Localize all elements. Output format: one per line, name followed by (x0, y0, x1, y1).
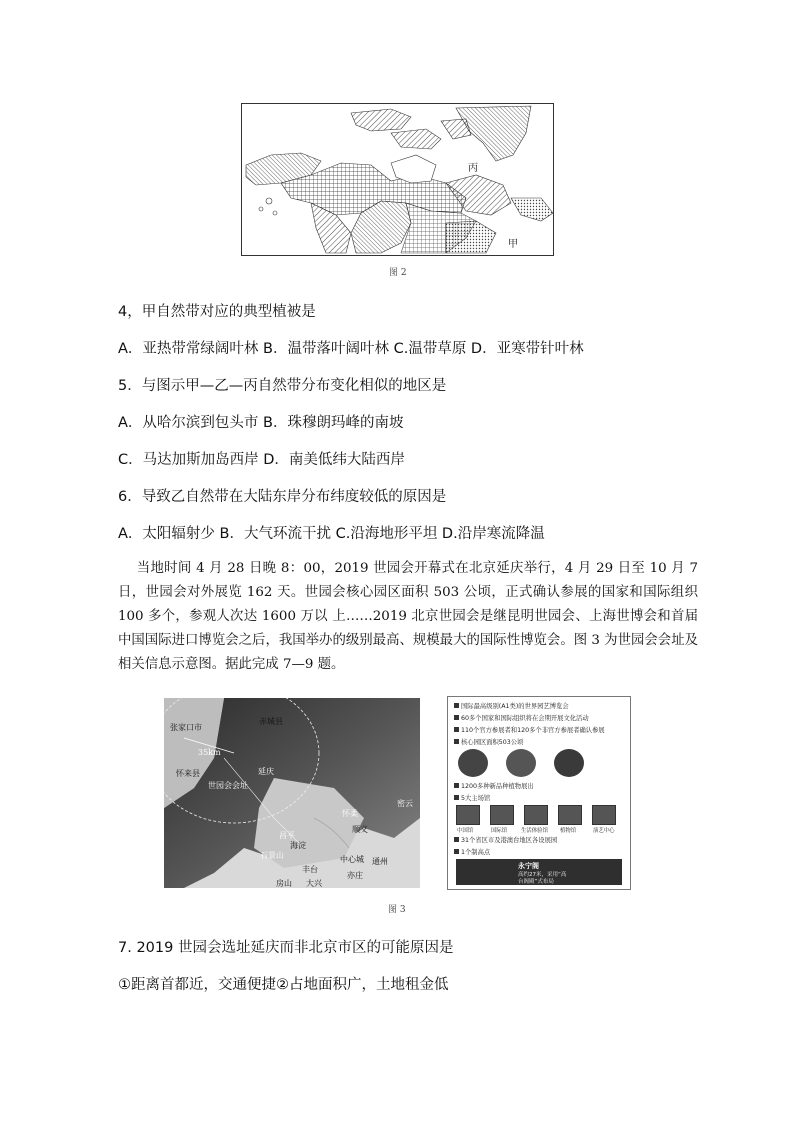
label-chicheng: 赤城县 (259, 717, 283, 726)
label-tongzhou: 通州 (372, 857, 388, 866)
label-shunyi: 顺义 (352, 825, 368, 834)
label-daxing: 大兴 (306, 879, 322, 888)
q4-options: A．亚热带常绿阔叶林 B．温带落叶阔叶林 C.温带草原 D．亚寒带针叶林 (118, 341, 584, 357)
label-zhangjiakou: 张家口市 (170, 723, 202, 732)
figure-3-caption: 图 3 (388, 905, 406, 915)
info-row-5: 1200多种新品种植物展出 (454, 781, 534, 790)
label-huairou: 怀柔 (342, 809, 358, 818)
zone-label-jia: 甲 (508, 239, 518, 250)
hall-photo-plant (558, 805, 582, 825)
label-shiyuanhui: 世园会会址 (208, 781, 248, 790)
bullet-icon (454, 783, 459, 788)
natural-zone-map (241, 103, 554, 256)
info-row-2: 60多个国家和国际组织将在会期开展文化活动 (454, 713, 589, 722)
tower-desc-2: 台阁殿”式布局 (518, 879, 554, 885)
label-huailai: 怀来县 (176, 769, 200, 778)
figure-2-map (241, 103, 554, 256)
hall-label: 生活体验馆 (521, 828, 548, 834)
label-fengtai: 丰台 (302, 865, 318, 874)
q5-options-1: A．从哈尔滨到包头市 B．珠穆朗玛峰的南坡 (118, 415, 404, 431)
figure-2-caption: 图 2 (389, 268, 407, 278)
hall-label: 中国馆 (457, 828, 474, 834)
q5-stem: 5．与图示甲—乙—丙自然带分布变化相似的地区是 (118, 378, 447, 394)
label-fangshan: 房山 (276, 879, 292, 888)
q7-options: ①距离首都近，交通便捷②占地面积广，土地租金低 (118, 977, 449, 993)
label-zhongxin: 中心城 (340, 855, 364, 864)
q5-options-2: C．马达加斯加岛西岸 D．南美低纬大陆西岸 (118, 452, 405, 468)
info-row-1: 国际最高级别(A1类)的世界园艺博览会 (454, 701, 569, 710)
flower-photo-2 (506, 749, 536, 777)
q7-stem: 7. 2019 世园会选址延庆而非北京市区的可能原因是 (118, 940, 454, 956)
q6-stem: 6．导致乙自然带在大陆东岸分布纬度较低的原因是 (118, 489, 447, 505)
label-yanqing: 延庆 (258, 767, 274, 776)
passage: 当地时间 4 月 28 日晚 8：00，2019 世园会开幕式在北京延庆举行，4 月 29 日至 10 月 7 日，世园会对外展览 162 天。世园会核心园区面积 503 公顷，正式确认参展的国家和国际组织 100 多个，参观人次达 1600 万以 上……2019 北京世园会是继昆明世园会、上海世博会和首届中国国际进口博览会之后，我国举办的级别最高、规模最大的国际性博览会。图 3 为世园会会址及相关信息示意图。据此完成 7—9 题。 (118, 561, 698, 672)
bullet-icon (454, 715, 459, 720)
label-distance: 35km (198, 748, 221, 757)
info-row-7: 31个省区市及港澳台地区各设展园 (454, 835, 557, 844)
tower-name: 永宁阁 (518, 862, 539, 870)
expo-info-panel (447, 696, 631, 890)
label-shijingshan: 石景山 (260, 851, 284, 860)
info-row-8: 1个制高点 (454, 847, 490, 856)
hall-label: 植物馆 (560, 828, 577, 834)
hall-photo-life (524, 805, 548, 825)
info-row-3: 110个官方参展者和120多个非官方参展者确认参展 (454, 725, 605, 734)
figure-3-map (164, 698, 420, 888)
hall-photo-performance (592, 805, 616, 825)
tower-desc-1: 高约27米，采用“高 (518, 872, 567, 878)
label-haidian: 海淀 (290, 841, 306, 850)
info-row-4: 核心园区面积503公顷 (454, 737, 523, 746)
bullet-icon (454, 739, 459, 744)
bullet-icon (454, 727, 459, 732)
hall-label: 演艺中心 (593, 828, 615, 834)
info-row-6: 5大主场馆 (454, 793, 490, 802)
tower-photo (456, 859, 622, 885)
bullet-icon (454, 703, 459, 708)
label-changping: 昌平 (279, 831, 295, 840)
zone-label-bing: 丙 (468, 163, 478, 174)
label-miyun: 密云 (397, 799, 413, 808)
bullet-icon (454, 837, 459, 842)
hall-photo-international (490, 805, 514, 825)
bullet-icon (454, 849, 459, 854)
label-yizhuang: 亦庄 (347, 871, 363, 880)
hall-label: 国际馆 (491, 828, 508, 834)
flower-photo-1 (458, 749, 488, 777)
hall-photo-china (456, 805, 480, 825)
q4-stem: 4，甲自然带对应的典型植被是 (118, 304, 316, 320)
bullet-icon (454, 795, 459, 800)
q6-options: A．太阳辐射少 B．大气环流干扰 C.沿海地形平坦 D.沿岸寒流降温 (118, 526, 545, 542)
flower-photo-3 (554, 749, 584, 777)
